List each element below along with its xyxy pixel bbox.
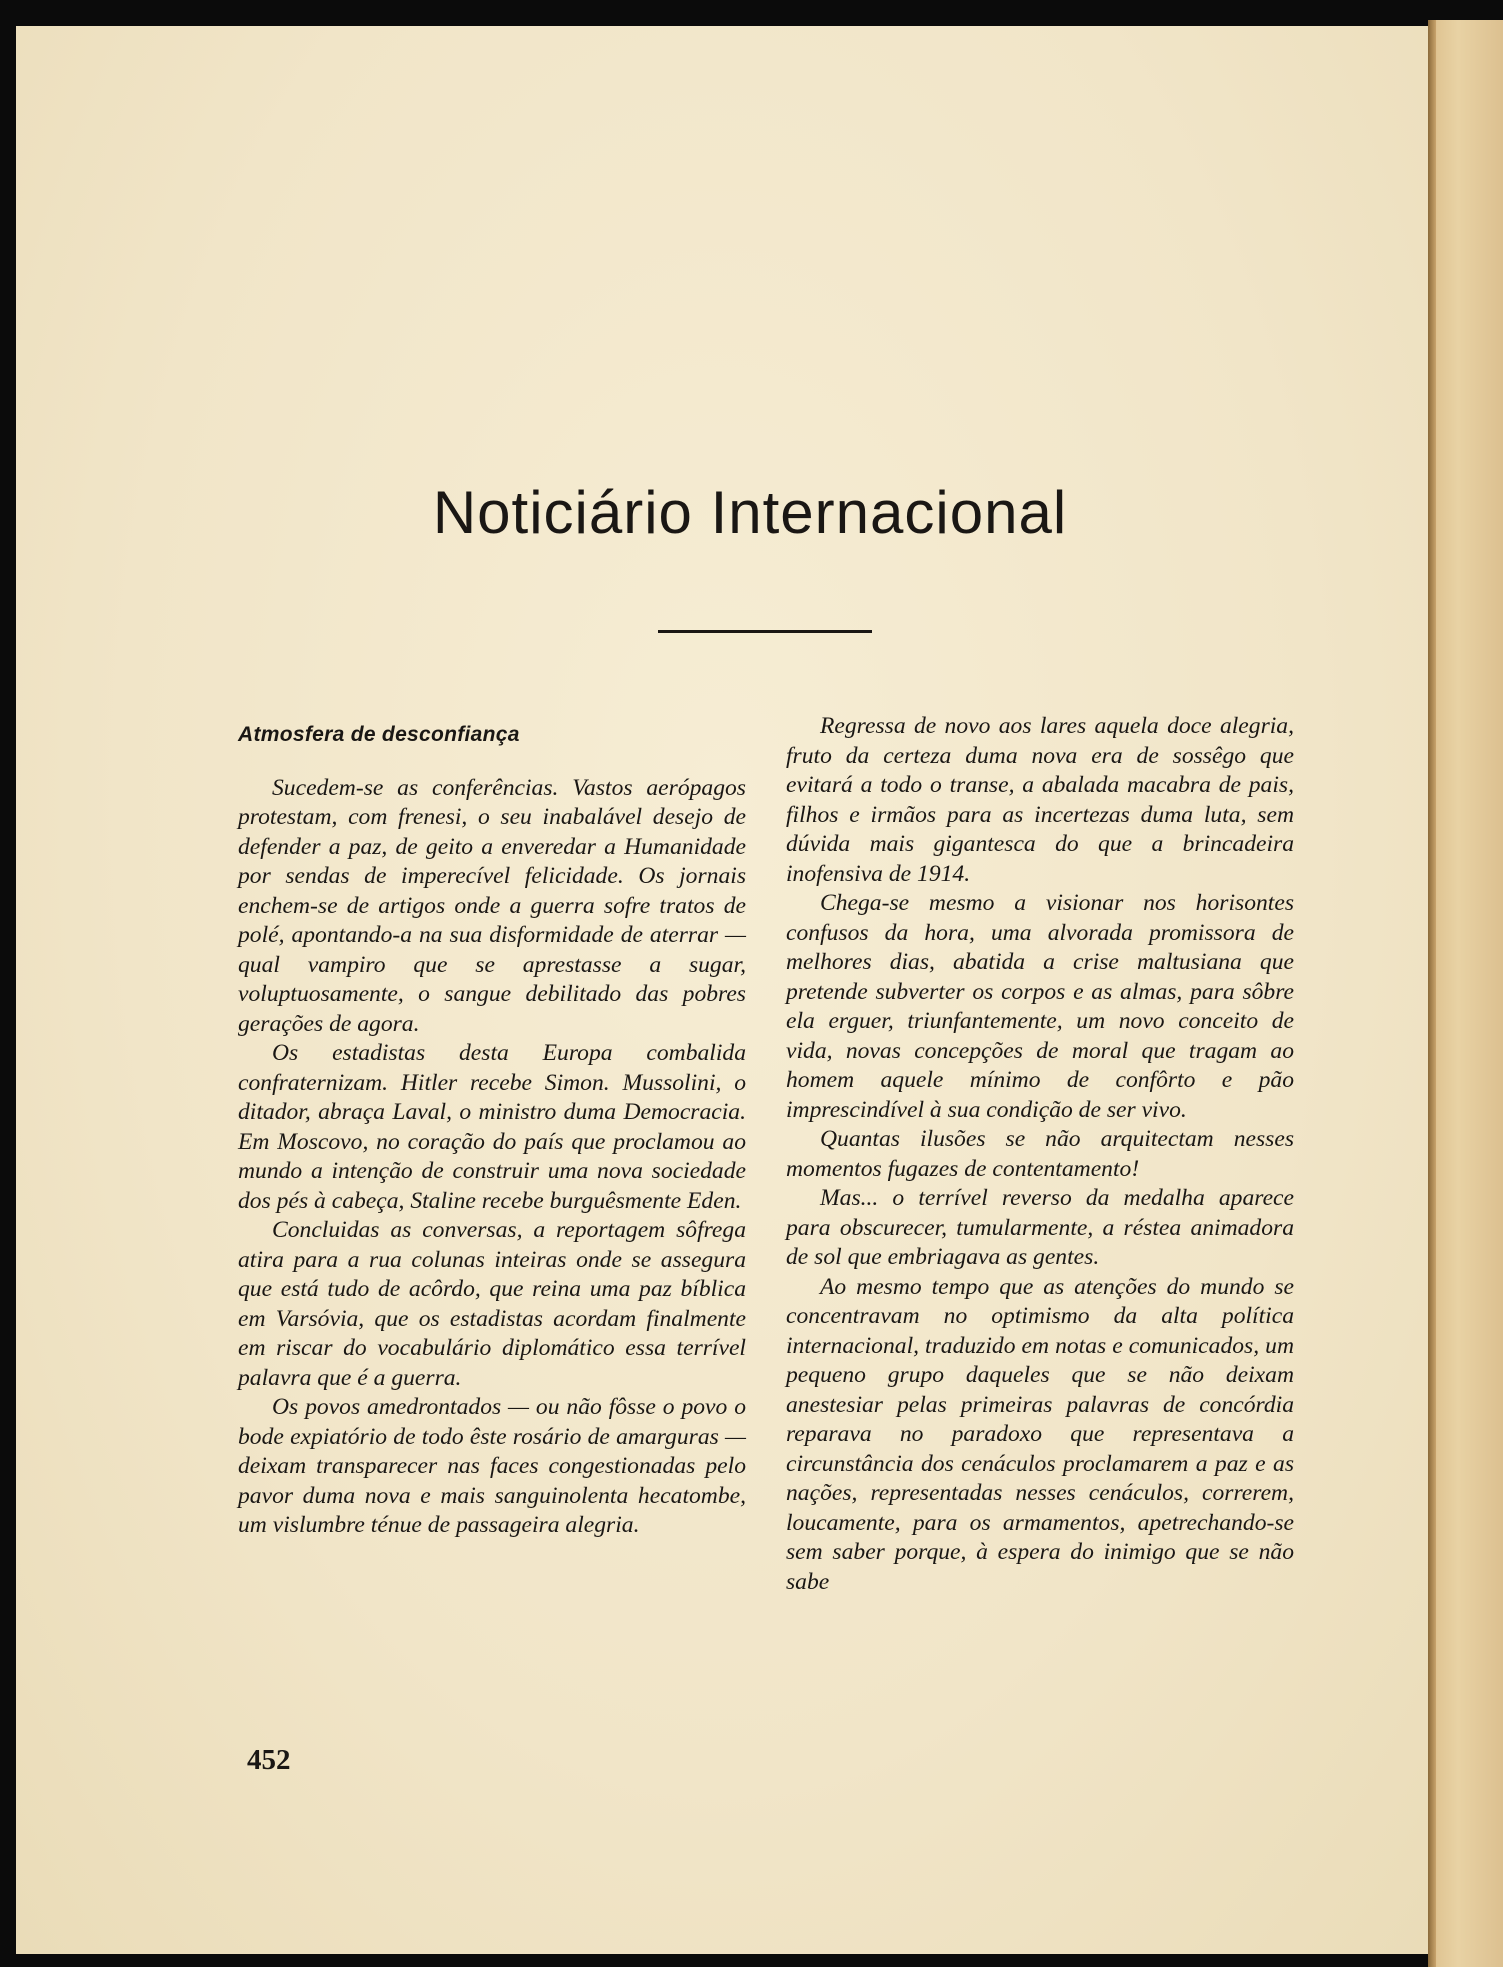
paragraph: Concluidas as conversas, a reportagem sôfrega atira para a rua colunas inteiras onde se assegura que está tudo de acôrdo, que reina uma paz bíblica em Varsóvia, que os estadistas acordam finalmente em riscar do vocabulário diplomático essa terrível palavra que é a guerra. xyxy=(238,1217,746,1391)
paragraph: Mas... o terrível reverso da medalha aparece para obscurecer, tumularmente, a réstea animadora de sol que embriagava as gentes. xyxy=(786,1185,1294,1270)
next-page-edge xyxy=(1428,20,1503,1967)
paragraph: Chega-se mesmo a visionar nos horisontes confusos da hora, uma alvorada promissora de melhores dias, abatida a crise maltusiana que pretende subverter os corpos e as almas, para sôbre ela erguer, triunfantemente, um novo conceito de vida, novas concepções de moral que tragam ao homem aquele mínimo de confôrto e pão imprescindível à sua condição de ser vivo. xyxy=(786,890,1294,1123)
paragraph: Os estadistas desta Europa combalida confraternizam. Hitler recebe Simon. Mussolini, o ditador, abraça Laval, o ministro duma Democracia. Em Moscovo, no coração do país que proclamou ao mundo a intenção de construir uma nova sociedade dos pés à cabeça, Staline recebe burguêsmente Eden. xyxy=(238,1040,746,1214)
paragraph: Sucedem-se as conferências. Vastos aerópagos protestam, com frenesi, o seu inabalável desejo de defender a paz, de geito a enveredar a Humanidade por sendas de imperecível felicidade. Os jornais enchem-se de artigos onde a guerra sofre tratos de polé, apontando-a na sua disformidade de aterrar — qual vampiro que se aprestasse a sugar, voluptuosamente, o sangue debilitado das pobres gerações de agora. xyxy=(238,774,746,1037)
right-column xyxy=(786,712,1294,1597)
paragraph: Regressa de novo aos lares aquela doce alegria, fruto da certeza duma nova era de sossêgo que evitará a todo o transe, a abalada macabra de pais, filhos e irmãos para as incertezas duma luta, sem dúvida mais gigantesca do que a brincadeira inofensiva de 1914. xyxy=(786,713,1294,887)
paragraph: Quantas ilusões se não arquitectam nesses momentos fugazes de contentamento! xyxy=(786,1126,1294,1182)
paragraph: Ao mesmo tempo que as atenções do mundo se concentravam no optimismo da alta política internacional, traduzido em notas e comunicados, um pequeno grupo daqueles que se não deixam anestesiar pelas primeiras palavras de concórdia reparava no paradoxo que representava a circunstância dos cenáculos proclamarem a paz e as nações, representadas nesses cenáculos, correrem, loucamente, para os armamentos, apetrechando-se sem saber porque, à espera do inimigo que se não sabe xyxy=(786,1273,1294,1595)
title-divider xyxy=(658,630,872,633)
article-title: Noticiário Internacional xyxy=(432,479,1068,546)
left-column xyxy=(238,712,746,1541)
paragraph: Os povos amedrontados — ou não fôsse o povo o bode expiatório de todo êste rosário de amarguras — deixam transparecer nas faces congestionadas pelo pavor duma nova e mais sanguinolenta hecatombe, um vislumbre ténue de passageira alegria. xyxy=(238,1394,746,1538)
section-heading: Atmosfera de desconfiança xyxy=(238,723,520,746)
page-number: 452 xyxy=(247,1744,291,1776)
